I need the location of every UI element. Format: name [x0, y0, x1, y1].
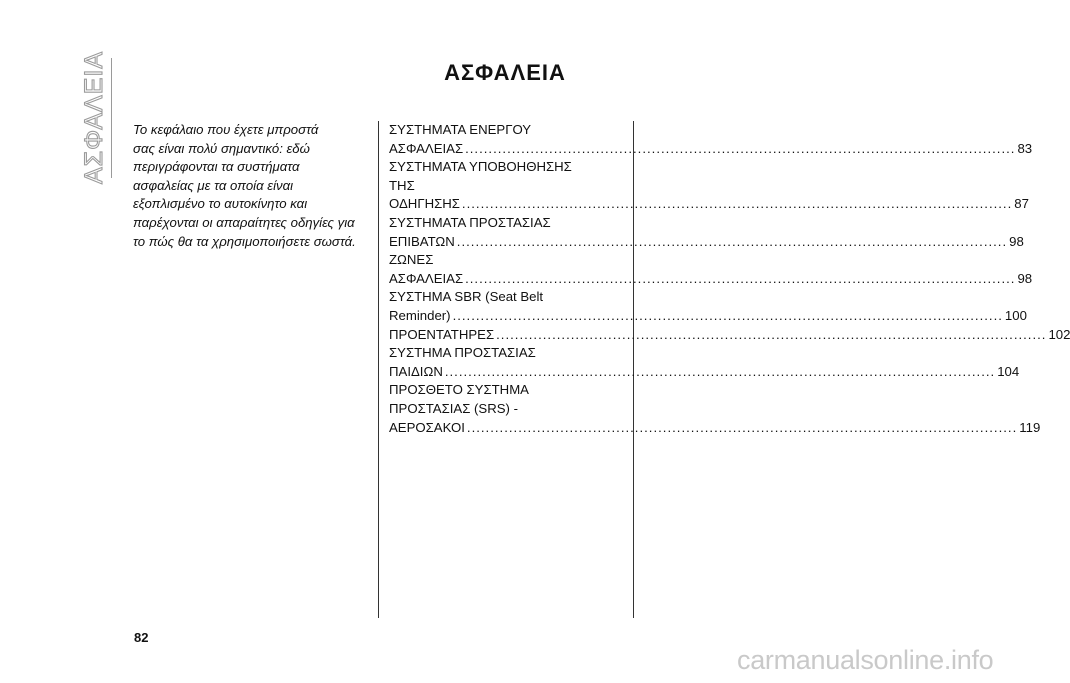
toc-leader-dots — [467, 419, 1017, 438]
toc-entry[interactable] — [389, 381, 1041, 437]
toc-entry[interactable] — [389, 326, 1070, 345]
toc-leader-dots — [453, 307, 1003, 326]
intro-line: Το κεφάλαιο που έχετε μπροστά — [133, 122, 319, 137]
toc-entry-last-line — [389, 326, 1070, 345]
toc-entry-title-end: Reminder) — [389, 307, 451, 323]
toc-entry-last-line — [389, 363, 1020, 382]
toc-entry-title-end: ΑΣΦΑΛΕΙΑΣ — [389, 140, 464, 156]
toc-entry-title-end: ΕΠΙΒΑΤΩΝ — [389, 233, 455, 249]
toc-leader-dots — [462, 195, 1012, 214]
toc-entry[interactable] — [389, 121, 1033, 158]
toc-entry-title-end: ΑΕΡΟΣΑΚΟΙ — [389, 419, 465, 435]
toc-entry-title-line: ΣΥΣΤΗΜΑ ΠΡΟΣΤΑΣΙΑΣ — [389, 345, 536, 361]
toc-entry-last-line — [389, 177, 1029, 214]
toc-entry-title-end: ΠΡΟΕΝΤΑΤΗΡΕΣ — [389, 326, 495, 342]
toc-entry-last-line — [389, 251, 1033, 288]
intro-line: το πώς θα τα χρησιμοποιήσετε σωστά. — [133, 233, 356, 249]
toc-entry-title-end: ΠΑΙΔΙΩΝ — [389, 363, 443, 379]
side-tab-rule — [111, 58, 112, 178]
toc-page-number: 119 — [1019, 419, 1041, 435]
toc-entry[interactable] — [389, 214, 1024, 251]
intro-paragraph — [133, 121, 368, 251]
side-tab-label: ΑΣΦΑΛΕΙΑ — [80, 50, 109, 184]
toc-entry[interactable] — [389, 251, 1033, 288]
toc-entry-last-line — [389, 307, 1027, 326]
toc-page-number: 100 — [1004, 307, 1027, 323]
toc-leader-dots — [465, 270, 1015, 289]
toc-page-number: 98 — [1009, 233, 1024, 249]
toc-leader-dots — [496, 326, 1046, 345]
toc-entry[interactable] — [389, 344, 1020, 381]
toc-leader-dots — [445, 363, 995, 382]
intro-line: ασφαλείας με τα οποία είναι — [133, 177, 294, 193]
toc-page-number: 98 — [1017, 270, 1033, 286]
toc-entry-title-line: ΣΥΣΤΗΜΑΤΑ ΠΡΟΣΤΑΣΙΑΣ — [389, 214, 551, 230]
intro-line: παρέχονται οι απαραίτητες οδηγίες για — [133, 214, 355, 230]
toc-leader-dots — [457, 233, 1007, 252]
toc-entry-last-line — [389, 233, 1024, 252]
table-of-contents — [389, 121, 1070, 437]
page-title: ΑΣΦΑΛΕΙΑ — [444, 60, 566, 85]
toc-entry-title-line: ΣΥΣΤΗΜΑΤΑ ΕΝΕΡΓΟΥ — [389, 122, 532, 137]
page-number: 82 — [134, 630, 149, 645]
column-divider-left — [378, 121, 379, 618]
toc-entry-title-line: ΠΡΟΣΘΕΤΟ ΣΥΣΤΗΜΑ — [389, 382, 529, 398]
toc-entry[interactable] — [389, 158, 1029, 214]
toc-entry-title-line: ΣΥΣΤΗΜΑΤΑ ΥΠΟΒΟΗΘΗΣΗΣ — [389, 159, 572, 175]
toc-page-number: 104 — [997, 363, 1020, 379]
toc-entry-title-end: ΤΗΣ ΟΔΗΓΗΣΗΣ — [389, 177, 460, 212]
toc-entry-title-line: ΣΥΣΤΗΜΑ SBR (Seat Belt — [389, 289, 544, 305]
watermark-text: carmanualsonline.info — [737, 645, 994, 675]
toc-entry[interactable] — [389, 288, 1027, 325]
section-side-tab — [80, 50, 109, 184]
toc-leader-dots — [465, 140, 1015, 159]
toc-page-number: 87 — [1014, 196, 1029, 212]
toc-entry-title-end: ΖΩΝΕΣ ΑΣΦΑΛΕΙΑΣ — [389, 252, 464, 286]
intro-line: σας είναι πολύ σημαντικό: εδώ — [133, 140, 310, 156]
intro-line: εξοπλισμένο το αυτοκίνητο και — [133, 196, 308, 212]
toc-entry-last-line — [389, 419, 1041, 438]
toc-entry-last-line — [389, 140, 1033, 159]
toc-page-number: 102 — [1048, 326, 1070, 342]
intro-line: περιγράφονται τα συστήματα — [133, 159, 300, 175]
toc-entry-title-line: ΠΡΟΣΤΑΣΙΑΣ (SRS) - — [389, 400, 518, 416]
toc-page-number: 83 — [1017, 140, 1033, 156]
